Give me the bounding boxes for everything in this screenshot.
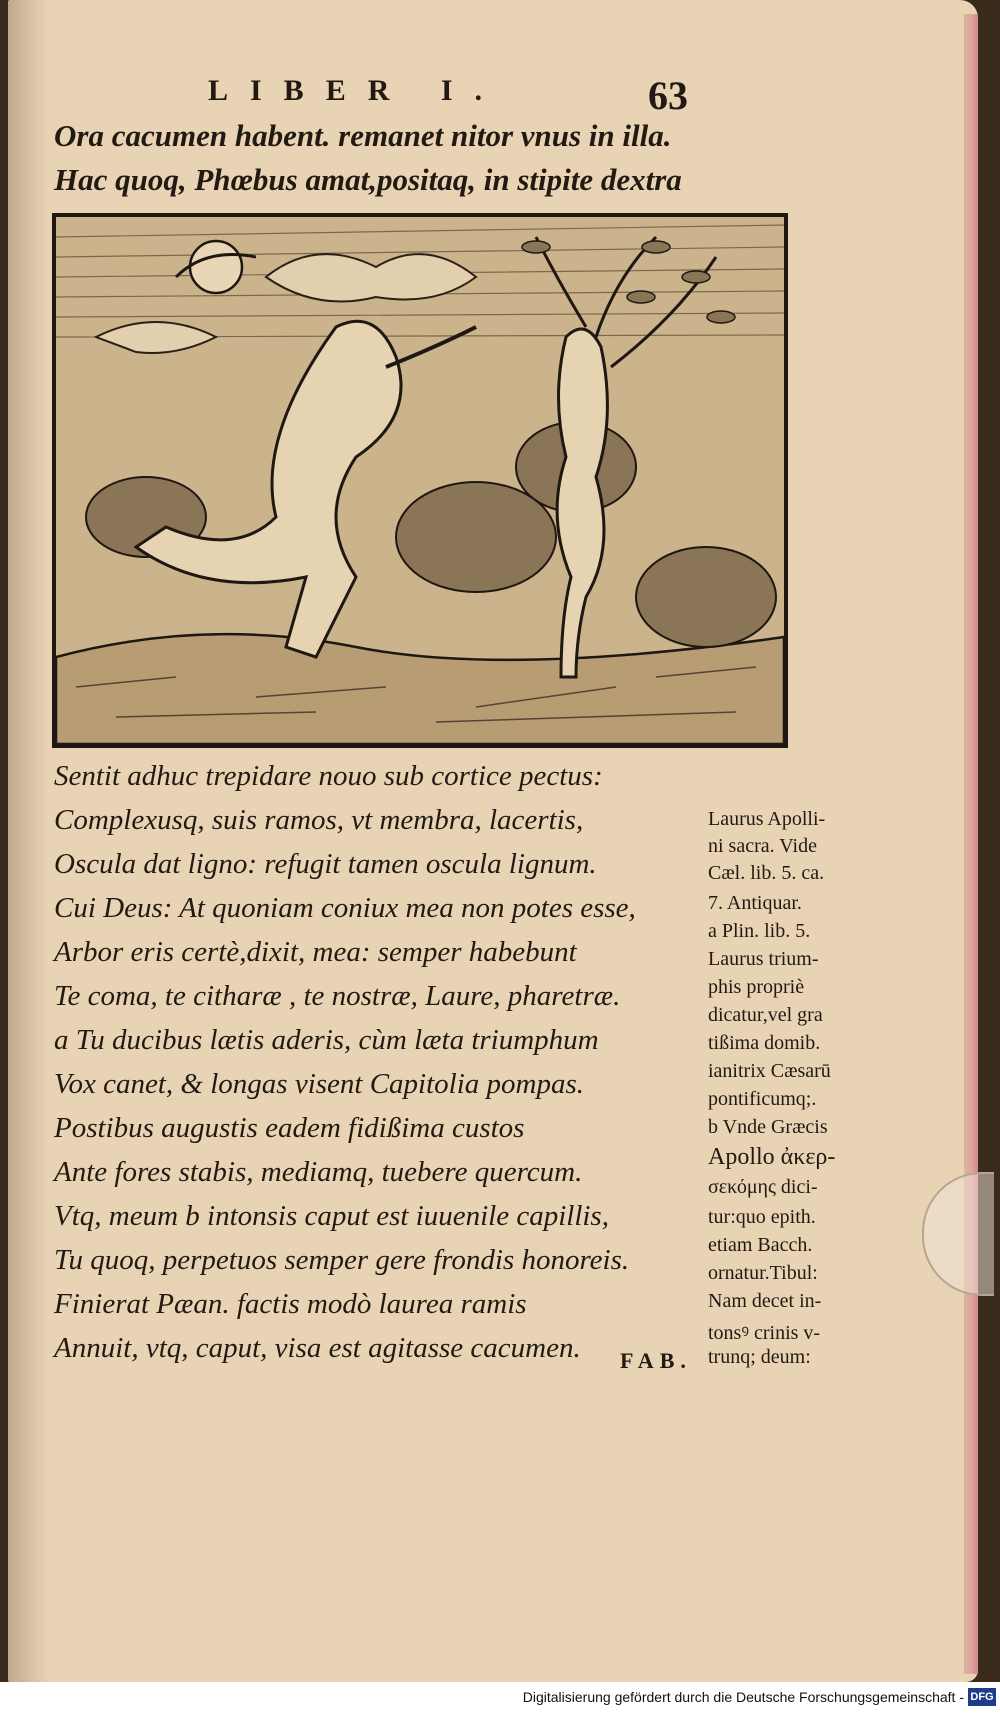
margin-note: 7. Antiquar. [708,892,802,914]
margin-note: tißima domib. [708,1032,821,1054]
margin-note: tonsꝰ crinis v- [708,1322,821,1344]
verse-line: Arbor eris certè,dixit, mea: semper habebunt [54,936,577,968]
credit-bar [0,1682,1000,1713]
margin-note: etiam Bacch. [708,1234,813,1256]
verse-line: Cui Deus: At quoniam coniux mea non potes esse, [54,892,636,924]
running-head: LIBER I. [208,74,505,107]
verse-line: Ante fores stabis, mediamq, tuebere quercum. [54,1156,583,1188]
verse-line: Postibus augustis eadem fidißima custos [54,1112,525,1144]
verse-line: a Tu ducibus lætis aderis, cùm læta triumphum [54,1024,599,1056]
credit-text: Digitalisierung gefördert durch die Deutsche Forschungsgemeinschaft - [522,1689,964,1705]
margin-note: Cæl. lib. 5. ca. [708,862,825,884]
margin-note: a Plin. lib. 5. [708,920,811,942]
verse-line: Finierat Pæan. factis modò laurea ramis [54,1288,527,1320]
verse-line: Vtq, meum b intonsis caput est iuuenile capillis, [54,1200,609,1232]
page-gutter-shadow [8,0,48,1682]
margin-note: Laurus Apolli- [708,808,826,830]
verse-line: Annuit, vtq, caput, visa est agitasse cacumen. [54,1332,581,1364]
margin-note: phis propriè [708,976,805,998]
catchword: FAB. [620,1348,692,1373]
margin-note: dicatur,vel gra [708,1004,823,1026]
verse-line: Te coma, te citharæ , te nostræ, Laure, pharetræ. [54,980,621,1012]
margin-note: pontificumq;. [708,1088,817,1110]
verse-line: Hac quoq, Phœbus amat,positaq, in stipite dextra [54,162,682,197]
verse-line: Tu quoq, perpetuos semper gere frondis honoreis. [54,1244,630,1276]
verse-line: Sentit adhuc trepidare nouo sub cortice pectus: [54,760,603,792]
margin-note: tur:quo epith. [708,1206,816,1228]
book-page [8,0,978,1682]
margin-note: ornatur.Tibul: [708,1262,818,1284]
verse-line: Complexusq, suis ramos, vt membra, lacertis, [54,804,584,836]
margin-note: Nam decet in- [708,1290,822,1312]
margin-note: b Vnde Græcis [708,1116,828,1138]
margin-note: σεκόμης dici- [708,1176,818,1198]
margin-note: ianitrix Cæsarū [708,1060,831,1082]
margin-note: Laurus trium- [708,948,819,970]
page-edge [964,14,978,1674]
verse-line: Vox canet, & longas visent Capitolia pompas. [54,1068,585,1100]
margin-note: trunq; deum: [708,1346,811,1368]
page-number: 63 [648,73,688,118]
verse-line: Oscula dat ligno: refugit tamen oscula lignum. [54,848,597,880]
woodcut-apollo-daphne-icon [52,213,788,748]
dfg-logo: DFG [968,1688,996,1706]
verse-line: Ora cacumen habent. remanet nitor vnus in illa. [54,118,672,153]
margin-note: ni sacra. Vide [708,835,817,857]
margin-note: Apollo ἀκερ- [708,1144,836,1170]
